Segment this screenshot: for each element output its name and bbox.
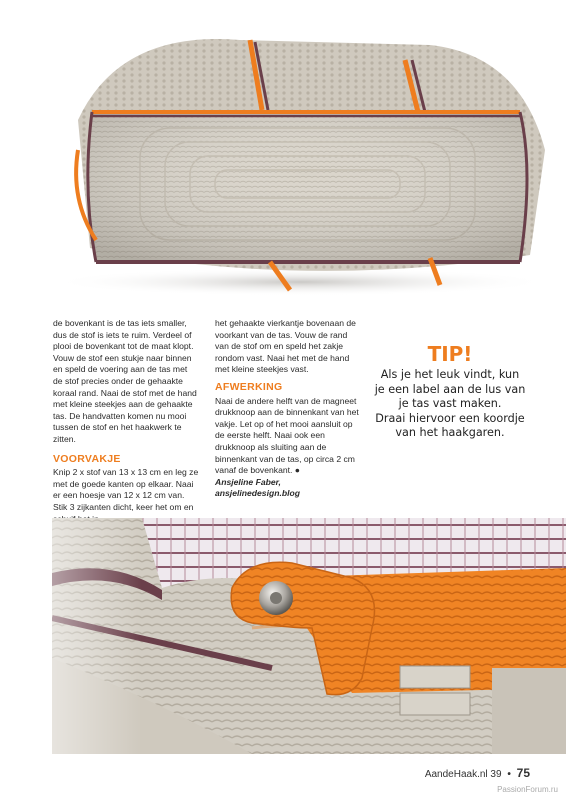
voorvakje-heading: VOORVAKJE: [53, 452, 121, 465]
author-name: Ansjeline Faber,: [215, 476, 281, 487]
watermark: PassionForum.ru: [497, 785, 558, 794]
author-website: ansjelinedesign.blog: [215, 488, 300, 499]
page-number: 75: [516, 766, 530, 780]
afwerking-heading: AFWERKING: [215, 380, 283, 393]
column1-intro: de bovenkant is de tas iets smaller, dus de stof is iets te ruim. Verdeel of plooi de bovenkant tot de maat klopt. Vouw de stof een stukje naar binnen en speld de voering aan de tas met de stof precies onder de gehaakte koraal rand. Naai de stof met de hand met kleine steekjes aan de gehaakte tas. De handvatten komen nu mooi tussen de stof en het haakwerk te zitten.: [53, 318, 197, 444]
tip-box: [360, 342, 540, 441]
magazine-name: AandeHaak.nl 39: [424, 769, 502, 780]
tip-line: je een label aan de lus van: [374, 382, 526, 396]
tip-line: Als je het leuk vindt, kun: [380, 368, 520, 381]
column2-intro: het gehaakte vierkantje bovenaan de voorkant van de tas. Vouw de rand van de stof om en speld het zakje rondom vast. Naai het met de hand met kleine steekjes vast.: [215, 318, 356, 375]
bag-bottom-illustration: [0, 0, 566, 296]
column2-body: Naai de andere helft van de magneet drukknoop aan de binnenkant van het vakje. Let op of het mooi aansluit op de eerste helft. Naai ook een drukknoop als sluiting aan de binnenkant van de tas, op circa 2 cm vanaf de bovenkant. ●: [215, 395, 359, 476]
tip-line: Draai hiervoor een koordje: [375, 411, 525, 425]
tip-line: van het haakgaren.: [395, 426, 505, 440]
clasp-detail-photo: [52, 518, 566, 754]
column1-body: Knip 2 x stof van 13 x 13 cm en leg ze met de goede kanten op elkaar. Naai er een hoesje van 12 x 12 cm van. Stik 3 zijkanten dicht, keer het om en: [53, 467, 199, 512]
clasp-detail-illustration: [52, 518, 566, 754]
tip-title: TIP!: [427, 342, 473, 366]
text-column-1: [53, 318, 199, 525]
bag-bottom-photo: [0, 0, 566, 296]
text-column-2: [215, 318, 360, 500]
tip-line: je tas vast maken.: [398, 397, 502, 411]
page-footer: [425, 766, 530, 780]
footer-separator: •: [507, 769, 511, 780]
tip-body: [360, 368, 540, 441]
